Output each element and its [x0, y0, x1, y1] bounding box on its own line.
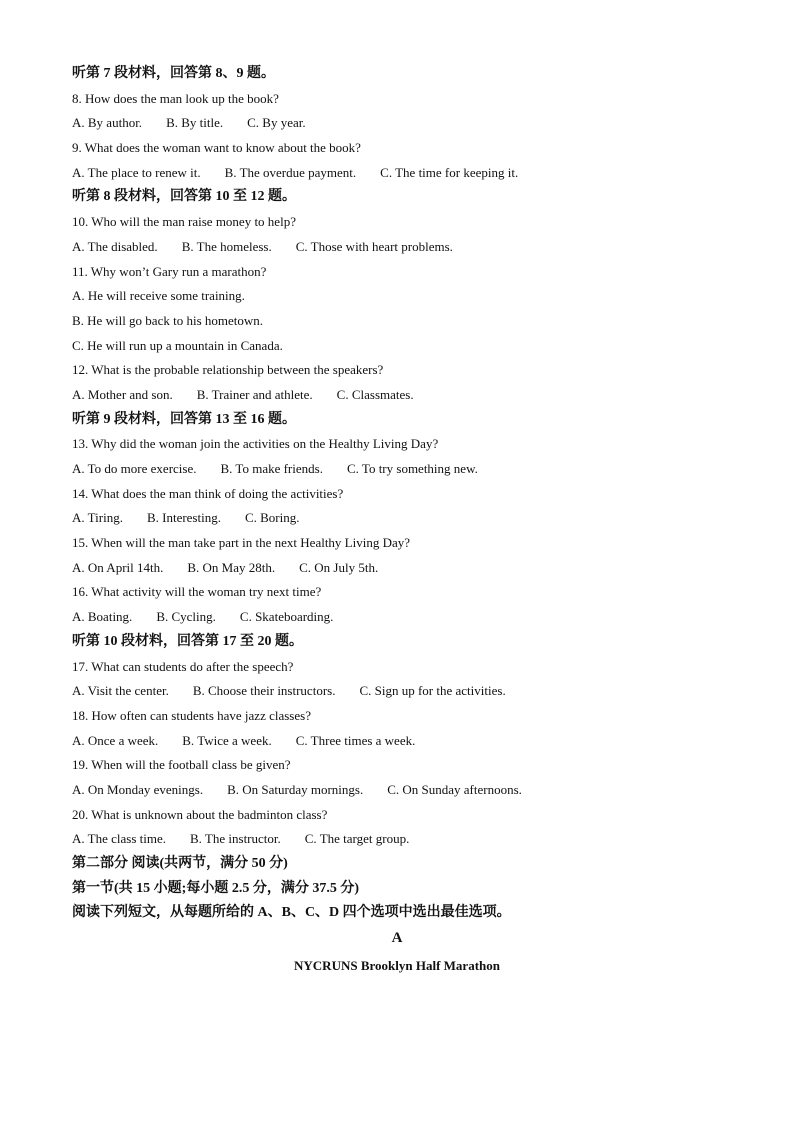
answer-option: C. To try something new. — [346, 461, 478, 476]
answer-option: C. The time for keeping it. — [380, 164, 519, 180]
question-text: 15. When will the man take part in the next Healthy Living Day? — [72, 535, 411, 551]
answer-option: B. Interesting. — [146, 510, 221, 526]
answer-options — [72, 679, 722, 704]
answer-option: B. The homeless. — [181, 238, 272, 254]
answer-option: A. The place to renew it. — [72, 164, 201, 180]
question-text: 18. How often can students have jazz classes? — [72, 707, 311, 723]
answer-option: C. Sign up for the activities. — [359, 683, 506, 699]
answer-option: A. By author. — [72, 115, 143, 131]
answer-options — [72, 111, 722, 136]
answer-option: C. Classmates. — [336, 386, 414, 402]
answer-option: B. The overdue payment. — [224, 164, 357, 180]
answer-options — [72, 457, 722, 482]
section-heading: 听第 10 段材料，回答第 17 至 20 题。 — [72, 633, 303, 649]
answer-option: A. Once a week. — [72, 732, 159, 748]
answer-option: A. Mother and son. — [72, 386, 173, 402]
answer-option: A. The class time. — [72, 831, 166, 847]
section-heading: 听第 8 段材料，回答第 10 至 12 题。 — [72, 189, 296, 205]
answer-option: A. Tiring. — [72, 510, 123, 526]
passage-label: A — [391, 930, 403, 947]
section-heading: 第一节(共 15 小题;每小题 2.5 分，满分 37.5 分) — [72, 880, 359, 896]
answer-options — [72, 729, 722, 754]
answer-option: B. Twice a week. — [182, 732, 272, 748]
answer-option: B. To make friends. — [220, 461, 323, 476]
question-text: 16. What activity will the woman try next time? — [72, 584, 322, 600]
question-text: 10. Who will the man raise money to help? — [72, 214, 296, 230]
answer-option: B. The instructor. — [190, 831, 281, 847]
answer-option: A. To do more exercise. — [72, 461, 197, 476]
question-text: 17. What can students do after the speech? — [72, 658, 294, 674]
answer-option: B. On Saturday mornings. — [227, 781, 364, 797]
question-text: C. He will run up a mountain in Canada. — [72, 337, 283, 353]
question-text: 8. How does the man look up the book? — [72, 90, 279, 106]
question-text: 12. What is the probable relationship between the speakers? — [72, 362, 384, 378]
answer-option: C. The target group. — [304, 831, 410, 847]
answer-options — [72, 161, 722, 186]
question-text: 14. What does the man think of doing the activities? — [72, 485, 344, 501]
answer-option: B. Trainer and athlete. — [196, 386, 313, 402]
answer-option: C. By year. — [247, 115, 306, 131]
passage-title: NYCRUNS Brooklyn Half Marathon — [294, 957, 500, 973]
answer-option: A. The disabled. — [72, 238, 158, 254]
answer-option: B. By title. — [166, 115, 224, 131]
question-text: 20. What is unknown about the badminton class? — [72, 806, 328, 822]
answer-option: B. Choose their instructors. — [192, 683, 336, 699]
answer-options — [72, 827, 722, 852]
answer-options — [72, 235, 722, 260]
question-text: 11. Why won’t Gary run a marathon? — [72, 263, 267, 279]
answer-option: B. Cycling. — [156, 609, 216, 625]
question-text: 13. Why did the woman join the activities on the Healthy Living Day? — [72, 436, 439, 452]
answer-option: C. On July 5th. — [299, 559, 379, 575]
answer-option: C. Those with heart problems. — [295, 238, 453, 254]
answer-option: A. On April 14th. — [72, 559, 164, 575]
question-text: 9. What does the woman want to know about the book? — [72, 140, 361, 156]
answer-options — [72, 605, 722, 630]
answer-option: A. Boating. — [72, 609, 133, 625]
section-heading: 听第 7 段材料，回答第 8、9 题。 — [72, 66, 275, 81]
section-heading: 听第 9 段材料，回答第 13 至 16 题。 — [72, 411, 296, 427]
answer-options — [72, 778, 722, 803]
question-text: A. He will receive some training. — [72, 288, 245, 304]
answer-option: B. On May 28th. — [187, 559, 276, 575]
answer-options — [72, 506, 722, 531]
answer-option: A. On Monday evenings. — [72, 781, 204, 797]
section-heading: 第二部分 阅读(共两节，满分 50 分) — [72, 856, 288, 871]
question-text: 19. When will the football class be given? — [72, 757, 291, 773]
answer-options — [72, 556, 722, 581]
answer-option: A. Visit the center. — [72, 683, 169, 699]
section-heading: 阅读下列短文，从每题所给的 A、B、C、D 四个选项中选出最佳选项。 — [72, 905, 511, 921]
answer-option: C. On Sunday afternoons. — [387, 781, 522, 797]
answer-option: C. Three times a week. — [295, 732, 416, 748]
question-text: B. He will go back to his hometown. — [72, 312, 264, 328]
answer-option: C. Skateboarding. — [239, 609, 334, 625]
exam-page — [72, 62, 722, 978]
answer-options — [72, 383, 722, 408]
answer-option: C. Boring. — [244, 510, 300, 526]
